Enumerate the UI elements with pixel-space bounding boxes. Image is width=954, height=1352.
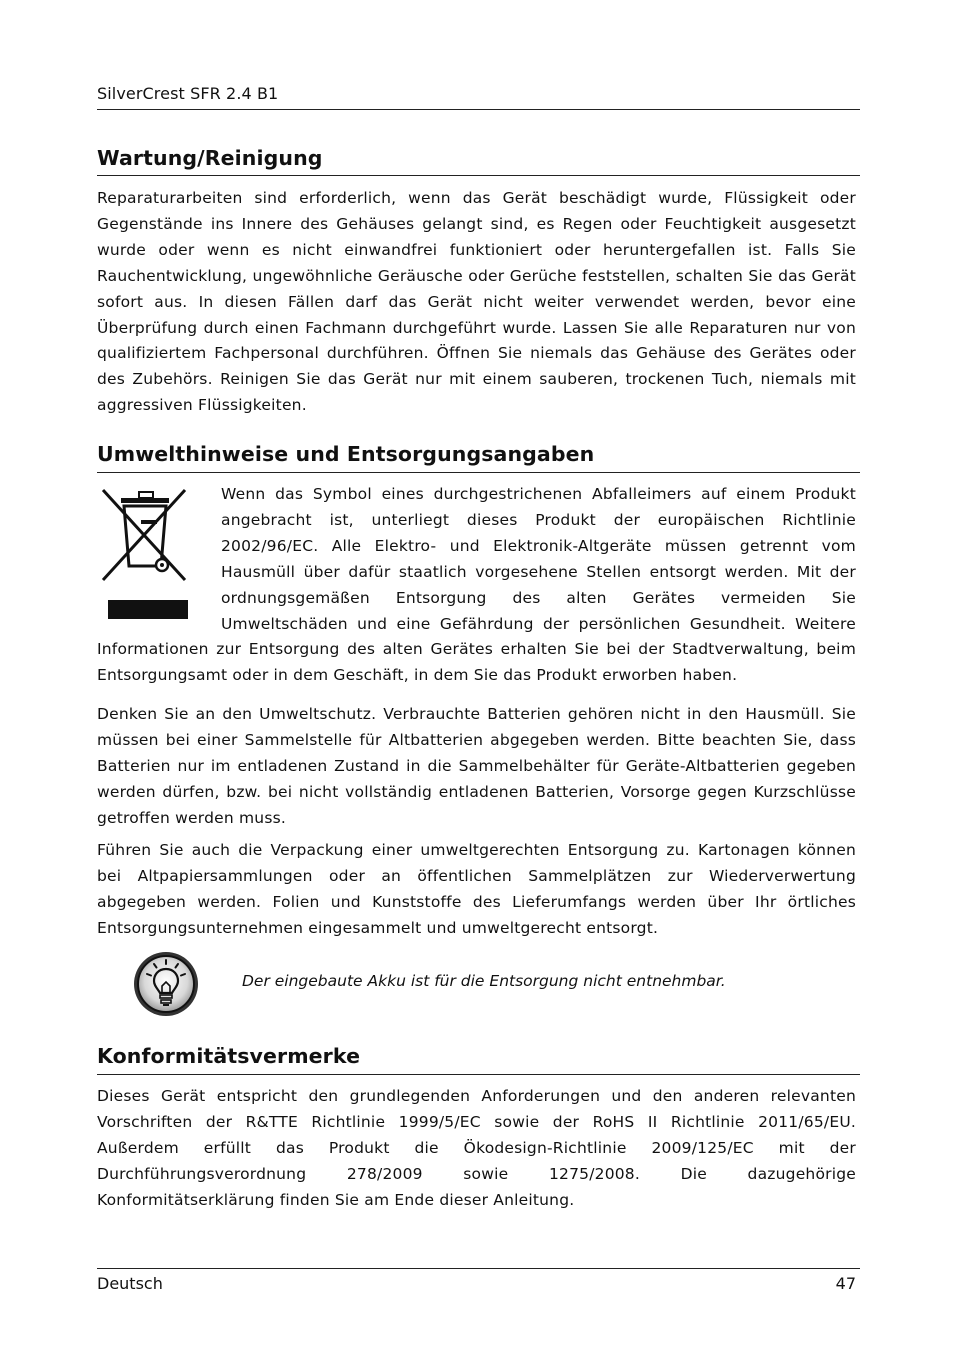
section-rule xyxy=(97,1074,860,1075)
lightbulb-icon xyxy=(132,950,200,1018)
footer-rule xyxy=(97,1268,860,1269)
tip-text: Der eingebaute Akku ist für die Entsorgung nicht entnehmbar. xyxy=(242,972,726,990)
paragraph-packaging: Führen Sie auch die Verpackung einer umweltgerechten Entsorgung zu. Kartonagen können bei Altpapiersammlungen oder an öffentlichen Sammelplätzen zur Wiederverwertung abgegeben werden. Folien und Kunststoffe des Lieferumfangs werden über Ihr örtliches Entsorgungsunternehmen eingesammelt und umweltgerecht entsorgt. xyxy=(97,841,856,937)
section-title-umwelt: Umwelthinweise und Entsorgungsangaben xyxy=(97,442,595,466)
header-rule xyxy=(97,109,860,110)
paragraph-wartung: Reparaturarbeiten sind erforderlich, wenn das Gerät beschädigt wurde, Flüssigkeit oder Gegenstände ins Innere des Gehäuses gelangt sind, es Regen oder Feuchtigkeit ausgesetzt wurde oder wenn es nicht einwandfrei funktioniert oder heruntergefallen ist. Falls Sie Rauchentwicklung, ungewöhnliche Geräusche oder Gerüche feststellen, schalten Sie das Gerät sofort aus. In diesen Fällen darf das Gerät nicht weiter verwendet werden, bevor eine Überprüfung durch einen Fachmann durchgeführt wurde. Lassen Sie alle Reparaturen nur von qualifiziertem Fachpersonal durchführen. Öffnen Sie niemals das Gehäuse des Gerätes oder des Zubehörs. Reinigen Sie das Gerät nur mit einem sauberen, trockenen Tuch, niemals mit aggressiven Flüssigkeiten. xyxy=(97,189,856,415)
paragraph-batteries: Denken Sie an den Umweltschutz. Verbrauchte Batterien gehören nicht in den Hausmüll. Sie müssen bei einer Sammelstelle für Altbatterien abgegeben werden. Bitte beachten Sie, dass Batterien nur im entladenen Zustand in die Sammelbehälter für Geräte-Altbatterien gegeben werden dürfen, bzw. bei nicht vollständig entladenen Batterien, Vorsorge gegen Kurzschlüsse getroffen werden muss. xyxy=(97,705,856,827)
document-header: SilverCrest SFR 2.4 B1 xyxy=(97,84,279,103)
section-rule xyxy=(97,472,860,473)
section-rule xyxy=(97,175,860,176)
page-number: 47 xyxy=(835,1274,856,1293)
paragraph-weee-block xyxy=(97,482,856,689)
footer-language: Deutsch xyxy=(97,1274,163,1293)
tip-icon-wrap xyxy=(132,950,200,1022)
section-title-konformitaet: Konformitätsvermerke xyxy=(97,1044,361,1068)
section-title-wartung: Wartung/Reinigung xyxy=(97,146,323,170)
paragraph-konformitaet: Dieses Gerät entspricht den grundlegenden Anforderungen und den anderen relevanten Vorschriften der R&TTE Richtlinie 1999/5/EC sowie der RoHS II Richtlinie 2011/65/EU. Außerdem erfüllt das Produkt die Ökodesign-Richtlinie 2009/125/EC mit der Durchführungsverordnung 278/2009 sowie 1275/2008. Die dazugehörige Konformitätserklärung finden Sie am Ende dieser Anleitung. xyxy=(97,1087,856,1209)
paragraph-weee: Wenn das Symbol eines durchgestrichenen Abfalleimers auf einem Produkt angebracht ist, unterliegt dieses Produkt der europäischen Richtlinie 2002/96/EC. Alle Elektro- und Elektronik-Altgeräte müssen getrennt vom Hausmüll über dafür staatlich vorgesehene Stellen entsorgt werden. Mit der ordnungsgemäßen Entsorgung des alten Gerätes vermeiden Sie Umweltschäden und eine Gefährdung der persönlichen Gesundheit. Weitere Informationen zur Entsorgung des alten Gerätes erhalten Sie bei der Stadtverwaltung, beim Entsorgungsamt oder in dem Geschäft, in dem Sie das Produkt erworben haben. xyxy=(97,485,856,685)
weee-symbol xyxy=(97,482,221,636)
crossed-out-bin-icon xyxy=(97,482,193,624)
